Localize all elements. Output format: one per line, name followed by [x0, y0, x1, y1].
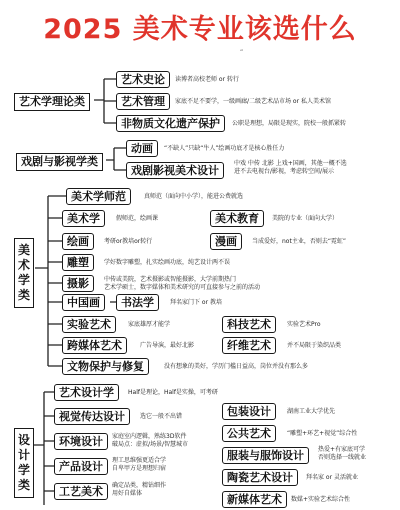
major-desc: 理工思维强更适合学 自卑甲方是理想归宿 [112, 457, 167, 472]
major-product-design: 产品设计 [54, 458, 108, 475]
major-chinese-painting: 中国画 [62, 294, 105, 311]
major-desc: “雕塑+环艺+视觉”综合性 [287, 430, 358, 437]
major-desc: 当成爱好，not主业，否则去“霓虹” [252, 238, 347, 245]
category-design: 设计学类 [14, 428, 34, 498]
major-crafts: 工艺美术 [54, 483, 108, 500]
major-desc: 拜名家门下 or 教培 [170, 299, 222, 306]
major-desc: 家底雄厚才能学 [128, 321, 171, 328]
major-calligraphy: 书法学 [116, 294, 159, 311]
major-desc: 家底不足不要学，一级画廊/二级艺术品市场 or 私人美术馆 [175, 98, 331, 105]
major-photography: 摄影 [62, 275, 94, 292]
major-desc: 并不局限于染织品类 [287, 342, 342, 349]
page-title: 2025 美术专业该选什么 [43, 14, 357, 45]
major-packaging-design: 包装设计 [222, 403, 276, 420]
major-public-art: 公共艺术 [222, 425, 276, 442]
major-desc: 广告导演，最好北影 [140, 342, 195, 349]
major-ceramic-design: 陶瓷艺术设计 [222, 469, 298, 486]
major-desc: 确定品类，精钻细作 用好自媒体 [112, 482, 167, 497]
major-desc: 考研or教培or转行 [104, 238, 153, 245]
major-desc: 中传或美院，艺术摄影或智能摄影，大学前期热门 艺术学硕士，数字媒体和美术研究的可直接参与之前的活动 [104, 276, 261, 291]
major-desc: “不缺人”只缺“牛人”绘画功底才是核心胜任力 [164, 145, 285, 152]
major-desc: 家庭室内逻辑，熟练3D软件 破局点：虚拟/场景/智慧城市 [112, 433, 189, 448]
major-sculpture: 雕塑 [62, 254, 94, 271]
major-desc: 数媒+实验艺术综合性 [291, 496, 351, 503]
major-desc: 中戏 中传 北影 上戏+国画，其他一概不选 进不去电视台/影视，考虑转空间/展示 [234, 160, 347, 175]
category-art-theory: 艺术学理论类 [14, 93, 90, 111]
major-desc: 实验艺术Pro [287, 321, 321, 328]
major-painting: 绘画 [62, 233, 94, 250]
major-desc: 读博者高校老师 or 转行 [175, 76, 239, 83]
major-desc: 选它一般不出错 [140, 413, 183, 420]
major-new-media-art: 新媒体艺术 [222, 491, 287, 508]
major-fine-arts: 美术学 [62, 210, 105, 227]
major-environment-design: 环境设计 [54, 433, 108, 450]
major-relic-conservation: 文物保护与修复 [62, 358, 149, 375]
title-footnote: ” [240, 49, 244, 56]
major-cross-media-art: 跨媒体艺术 [62, 337, 127, 354]
major-desc: 假师范，绘画课 [116, 215, 159, 222]
major-desc: 拜名家 or 灵活就业 [306, 474, 358, 481]
major-experimental-art: 实验艺术 [62, 316, 116, 333]
major-desc: 公职是理想，局限是现实，院校一般抓紧转 [232, 120, 347, 127]
major-art-management: 艺术管理 [116, 93, 170, 110]
major-desc: 热爱+有家底可学 否则选择一线就业 [318, 446, 367, 461]
major-art-design: 艺术设计学 [54, 384, 119, 401]
major-art-education: 美术教育 [210, 210, 264, 227]
major-art-history-theory: 艺术史论 [116, 71, 170, 88]
category-drama-film: 戏剧与影视学类 [16, 153, 103, 171]
major-tech-art: 科技艺术 [222, 316, 276, 333]
major-comics: 漫画 [210, 233, 242, 250]
major-desc: 没有想象的美好，学历门槛日益高，岗位并没有那么多 [164, 363, 309, 370]
major-fashion-design: 服装与服饰设计 [222, 447, 309, 464]
major-visual-communication: 视觉传达设计 [54, 408, 130, 425]
major-fine-arts-normal: 美术学师范 [66, 188, 131, 205]
major-desc: 湖南工业大学优先 [287, 408, 336, 415]
category-fine-arts: 美术学类 [14, 238, 34, 308]
major-desc: 真师范（面向中小学），能进公费就选 [144, 193, 244, 200]
major-film-art-design: 戏剧影视美术设计 [126, 162, 224, 179]
major-desc: Half是理论，Half是实操，可考研 [128, 389, 218, 396]
major-animation: 动画 [126, 140, 158, 157]
major-desc: 美院的专业（面向大学） [272, 215, 339, 222]
major-fiber-art: 纤维艺术 [222, 337, 276, 354]
major-intangible-heritage: 非物质文化遗产保护 [116, 115, 225, 132]
major-desc: 学好数字雕塑，扎实绘画功底，纯艺设计两不误 [104, 259, 231, 266]
